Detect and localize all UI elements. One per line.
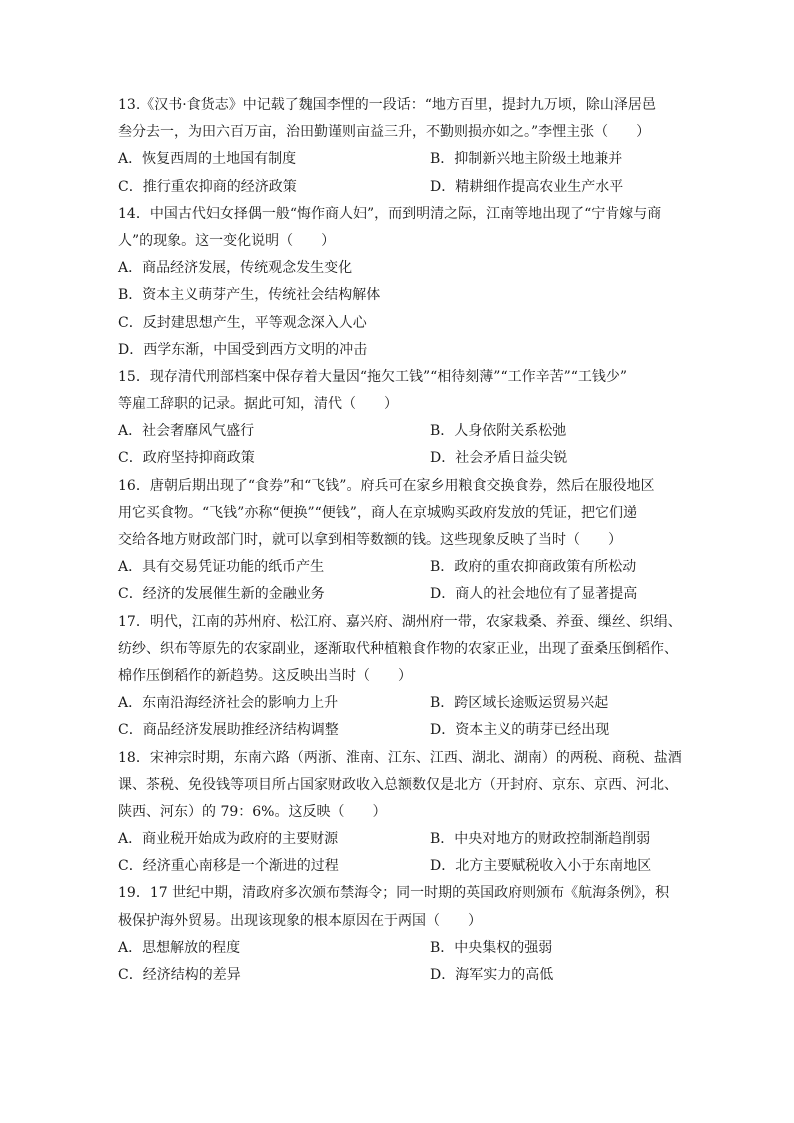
option-row bbox=[118, 146, 678, 173]
question-stem-line: 叁分去一，为田六百万亩，治田勤谨则亩益三升，不勤则损亦如之。”李悝主张（ ） bbox=[118, 124, 651, 141]
option-row bbox=[118, 418, 678, 445]
option-c: C．反封建思想产生，平等观念深入人心 bbox=[118, 314, 367, 331]
question-stem-line: 13.《汉书·食货志》中记载了魏国李悝的一段话：“地方百里，提封九万顷，除山泽居邑 bbox=[118, 97, 656, 113]
question-stem-line: 极保护海外贸易。出现该现象的根本原因在于两国（ ） bbox=[118, 912, 482, 929]
option-b: B．人身依附关系松弛 bbox=[430, 423, 567, 440]
question-stem-line: 用它买食物。“飞钱”亦称“便换”“便钱”，商人在京城购买政府发放的凭证，把它们递 bbox=[118, 504, 637, 521]
option-a: A．具有交易凭证功能的纸币产生 bbox=[118, 559, 325, 576]
option-a: A．商业税开始成为政府的主要财源 bbox=[118, 831, 339, 848]
question-stem-line: 等雇工辞职的记录。据此可知，清代（ ） bbox=[118, 396, 398, 413]
option-c: C．商品经济发展助推经济结构调整 bbox=[118, 722, 339, 739]
option-row bbox=[118, 554, 678, 581]
question-stem-line: 棉作压倒稻作的新趋势。这反映出当时（ ） bbox=[118, 667, 412, 684]
option-c: C．经济结构的差异 bbox=[118, 967, 241, 983]
option-row bbox=[118, 853, 678, 880]
option-a: A．思想解放的程度 bbox=[118, 939, 241, 956]
option-row bbox=[118, 174, 678, 201]
option-b: B．中央集权的强弱 bbox=[430, 939, 553, 956]
question-stem-line: 18．宋神宗时期，东南六路（两浙、淮南、江东、江西、湖北、湖南）的两税、商税、盐酒 bbox=[118, 749, 682, 766]
option-row bbox=[118, 717, 678, 744]
question-stem-line: 16．唐朝后期出现了“食券”和“飞钱”。府兵可在家乡用粮食交换食券，然后在服役地区 bbox=[118, 477, 655, 494]
question-stem-line: 人”的现象。这一变化说明（ ） bbox=[118, 232, 336, 249]
option-row bbox=[118, 962, 678, 989]
question-stem-line: 交给各地方财政部门时，就可以拿到相等数额的钱。这些现象反映了当时（ ） bbox=[118, 532, 622, 548]
option-row bbox=[118, 690, 678, 717]
question-stem-line: 19．17 世纪中期，清政府多次颁布禁海令；同一时期的英国政府则颁布《航海条例》，积 bbox=[118, 885, 670, 902]
option-b: B．跨区域长途贩运贸易兴起 bbox=[430, 695, 609, 712]
option-row bbox=[118, 826, 678, 853]
option-d: D．精耕细作提高农业生产水平 bbox=[430, 178, 624, 195]
option-c: C．经济的发展催生新的金融业务 bbox=[118, 586, 325, 603]
question-19 bbox=[118, 880, 678, 989]
question-14 bbox=[118, 201, 678, 364]
question-13 bbox=[118, 92, 678, 201]
question-18 bbox=[118, 745, 682, 881]
option-c: C．经济重心南移是一个渐进的过程 bbox=[118, 858, 339, 875]
option-b: B．中央对地方的财政控制渐趋削弱 bbox=[430, 831, 651, 848]
option-c: C．推行重农抑商的经济政策 bbox=[118, 178, 297, 195]
option-b: B．资本主义萌芽产生，传统社会结构解体 bbox=[118, 287, 381, 304]
option-row bbox=[118, 445, 678, 472]
question-16 bbox=[118, 473, 678, 609]
option-b: B．抑制新兴地主阶级土地兼并 bbox=[430, 151, 623, 168]
option-d: D．海军实力的高低 bbox=[430, 967, 554, 983]
question-stem-line: 17．明代，江南的苏州府、松江府、嘉兴府、湖州府一带，农家栽桑、养蚕、缫丝、织绢、 bbox=[118, 613, 682, 630]
question-15 bbox=[118, 364, 678, 473]
option-a: A．社会奢靡风气盛行 bbox=[118, 423, 255, 440]
option-row bbox=[118, 935, 678, 962]
option-a: A．恢复西周的土地国有制度 bbox=[118, 151, 297, 168]
question-stem-line: 课、茶税、免役钱等项目所占国家财政收入总额数仅是北方（开封府、京东、京西、河北、 bbox=[118, 776, 678, 793]
option-d: D．资本主义的萌芽已经出现 bbox=[430, 722, 610, 739]
exam-page bbox=[118, 92, 682, 989]
question-stem-line: 15．现存清代刑部档案中保存着大量因“拖欠工钱”“相待刻薄”“工作辛苦”“工钱少” bbox=[118, 368, 628, 385]
option-a: A．东南沿海经济社会的影响力上升 bbox=[118, 695, 339, 712]
question-stem-line: 陕西、河东）的 79：6%。这反映（ ） bbox=[118, 803, 387, 820]
option-row bbox=[118, 581, 678, 608]
question-stem-line: 纺纱、织布等原先的农家副业，逐渐取代种植粮食作物的农家正业，出现了蚕桑压倒稻作、 bbox=[118, 640, 678, 657]
question-17 bbox=[118, 609, 682, 745]
option-c: C．政府坚持抑商政策 bbox=[118, 450, 255, 467]
option-d: D．北方主要赋税收入小于东南地区 bbox=[430, 858, 652, 875]
question-stem-line: 14．中国古代妇女择偶一般“悔作商人妇”，而到明清之际，江南等地出现了“宁肯嫁与商 bbox=[118, 205, 662, 222]
option-b: B．政府的重农抑商政策有所松动 bbox=[430, 559, 637, 576]
option-d: D．西学东渐，中国受到西方文明的冲击 bbox=[118, 341, 368, 358]
option-d: D．社会矛盾日益尖锐 bbox=[430, 450, 568, 467]
option-d: D．商人的社会地位有了显著提高 bbox=[430, 586, 638, 603]
option-a: A．商品经济发展，传统观念发生变化 bbox=[118, 260, 353, 277]
